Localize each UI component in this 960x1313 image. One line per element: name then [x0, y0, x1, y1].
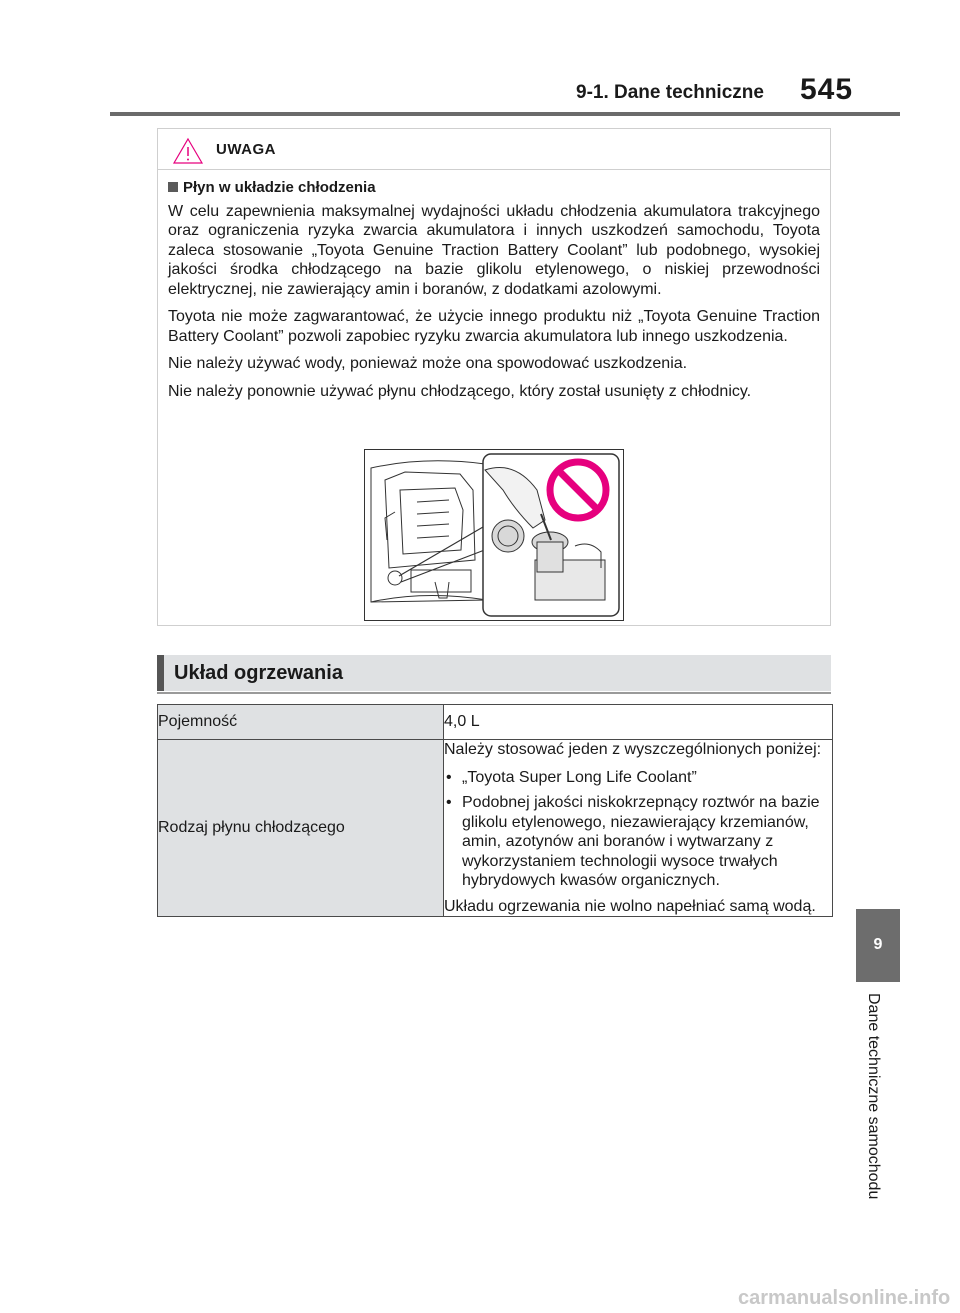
- warning-paragraph: Nie należy ponownie używać płynu chłodzącego, który został usunięty z chłodnicy.: [168, 382, 752, 400]
- warning-paragraph: Nie należy używać wody, ponieważ może ona spowodować uszkodzenia.: [168, 355, 688, 372]
- coolant-spec-table: [157, 704, 833, 917]
- engine-bay-drawing: [371, 461, 487, 602]
- warning-paragraph: Toyota nie może zagwarantować, że użycie innego produktu niż „Toyota Genuine Traction Battery Coolant” pozwoli zapobiec ryzyku zwarcia akumulatora lub innego uszkodzenia.: [168, 308, 820, 345]
- warning-box: [157, 128, 831, 626]
- warning-title: UWAGA: [216, 141, 276, 158]
- list-item: • Podobnej jakości niskokrzepnący roztwór na bazie glikolu etylenowego, niezawierający krzemianów, amin, azotynów ani boranów i wytwarzany z wykorzystaniem technologii wysoce trwałych hybrydowych kwasów organicznych.: [446, 794, 820, 889]
- coolant-intro-text: Należy stosować jeden z wyszczególnionych poniżej:: [444, 741, 822, 758]
- chapter-tab: [856, 909, 900, 982]
- coolant-illustration: [364, 449, 624, 621]
- warning-subheading: Płyn w układzie chłodzenia: [168, 178, 820, 198]
- section-heading-bar: [157, 655, 831, 691]
- coolant-outro-text: Układu ogrzewania nie wolno napełniać samą wodą.: [444, 897, 816, 915]
- table-label-cell: Rodzaj płynu chłodzącego: [158, 740, 444, 917]
- section-title: Układ ogrzewania: [174, 662, 343, 684]
- chapter-title-vertical: Dane techniczne samochodu: [865, 993, 882, 1200]
- chapter-number: 9: [873, 936, 883, 953]
- table-row: [158, 705, 833, 740]
- table-label-cell: Pojemność: [158, 705, 444, 740]
- watermark: carmanualsonline.info: [738, 1287, 951, 1309]
- header-section-title: 9-1. Dane techniczne: [576, 82, 764, 103]
- warning-body: [158, 170, 830, 401]
- square-bullet-icon: [168, 182, 178, 192]
- warning-paragraph: W celu zapewnienia maksymalnej wydajności układu chłodzenia akumulatora trakcyjnego oraz ograniczenia ryzyka zwarcia akumulatora i innych uszkodzeń samochodu, Toyota zaleca stosowanie „Toyota Genuine Traction Battery Coolant” lub podobnego, wysokiej jakości środka chłodzącego na bazie glikolu etylenowego, o niskiej przewodności elektrycznej, nie zawierający amin i boranów, z dodatkami azolowymi.: [168, 202, 820, 298]
- warning-triangle-icon: [172, 137, 204, 165]
- table-value-cell: 4,0 L: [444, 705, 833, 740]
- table-row: [158, 740, 833, 917]
- bullet-dot-icon: •: [446, 794, 452, 811]
- bullet-dot-icon: •: [446, 768, 452, 786]
- page-number: 545: [800, 73, 854, 106]
- header-rule: [110, 112, 900, 116]
- warning-header: [158, 129, 830, 170]
- list-item: • „Toyota Super Long Life Coolant”: [446, 768, 697, 786]
- table-value-cell: [444, 740, 833, 917]
